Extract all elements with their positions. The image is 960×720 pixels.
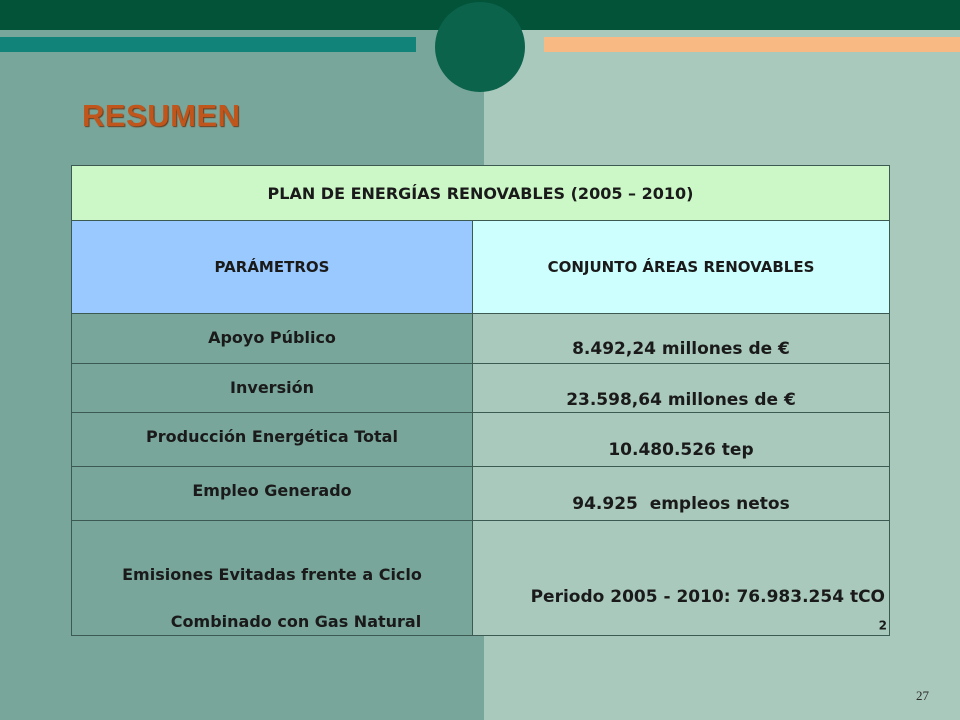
row-value (473, 521, 890, 636)
table-row (72, 467, 890, 521)
page-number: 27 (916, 688, 929, 703)
label-line-2: Combinado con Gas Natural (170, 612, 422, 631)
summary-table (71, 165, 890, 636)
orange-accent-strip (544, 37, 960, 52)
table-row (72, 364, 890, 413)
column-header-conjunto: CONJUNTO ÁREAS RENOVABLES (473, 221, 890, 314)
row-label: Apoyo Público (72, 314, 473, 364)
row-value: 10.480.526 tep (473, 413, 890, 467)
column-header-row (72, 221, 890, 314)
row-value: 8.492,24 millones de € (473, 314, 890, 364)
decorative-circle (435, 0, 525, 92)
row-label: Empleo Generado (72, 467, 473, 521)
emissions-subscript: 2 (878, 618, 887, 632)
row-label: Inversión (72, 364, 473, 413)
teal-accent-strip (0, 37, 416, 52)
table-row (72, 413, 890, 467)
row-label: Producción Energética Total (72, 413, 473, 467)
table-row (72, 521, 890, 636)
emissions-value: Periodo 2005 - 2010: 76.983.254 tCO (530, 586, 885, 607)
label-line-1: Emisiones Evitadas frente a Ciclo (122, 565, 422, 584)
slide-title: RESUMEN (82, 98, 241, 133)
column-header-parametros: PARÁMETROS (72, 221, 473, 314)
row-label (72, 521, 473, 636)
row-value: 23.598,64 millones de € (473, 364, 890, 413)
table-row (72, 314, 890, 364)
table-header-row (72, 166, 890, 221)
row-value: 94.925 empleos netos (473, 467, 890, 521)
plan-title-cell: PLAN DE ENERGÍAS RENOVABLES (2005 – 2010) (72, 166, 890, 221)
